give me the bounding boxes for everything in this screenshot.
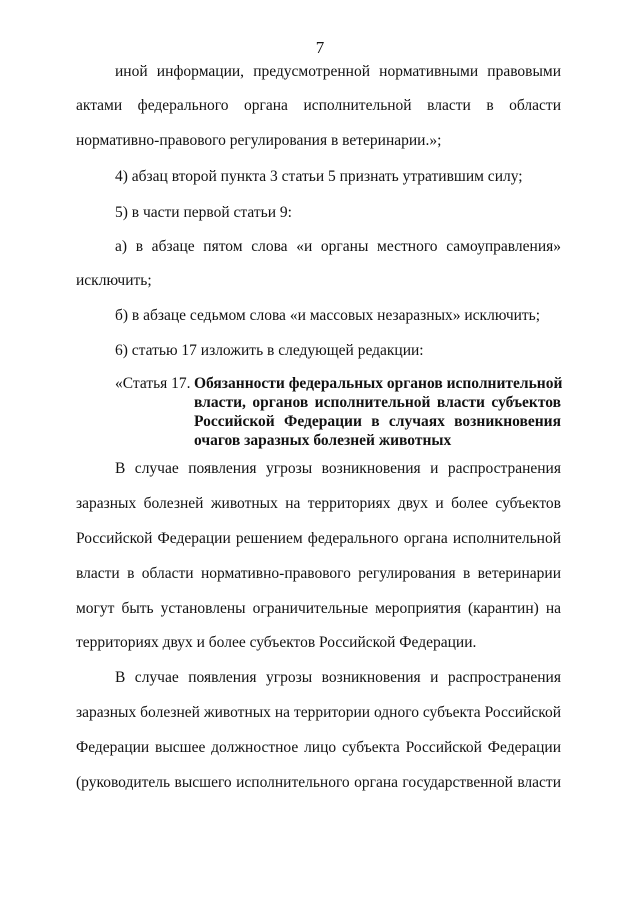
list-item-5: 5) в части первой статьи 9:	[115, 204, 292, 221]
paragraph-line: Федерации высшее должностное лицо субъекта Российской Федерации	[76, 739, 561, 756]
sub-item-b: б) в абзаце седьмом слова «и массовых незаразных» исключить;	[115, 307, 541, 324]
paragraph-line: Российской Федерации решением федерального органа исполнительной	[76, 530, 561, 547]
article-title-line: Обязанности федеральных органов исполнительной	[194, 375, 563, 392]
article-title-line: Российской Федерации в случаях возникновения	[194, 413, 561, 430]
sub-item-a: а) в абзаце пятом слова «и органы местного самоуправления»	[115, 238, 561, 255]
paragraph-line: (руководитель высшего исполнительного органа государственной власти	[76, 774, 561, 791]
article-title-line: очагов заразных болезней животных	[194, 432, 452, 449]
paragraph-line: могут быть установлены ограничительные мероприятия (карантин) на	[76, 600, 561, 617]
paragraph-line: власти в области нормативно-правового регулирования в ветеринарии	[76, 565, 561, 582]
text-line: актами федерального органа исполнительной власти в области	[76, 97, 561, 114]
sub-item-a-cont: исключить;	[76, 272, 152, 289]
text-line: иной информации, предусмотренной нормативными правовыми	[115, 63, 561, 80]
list-item-4: 4) абзац второй пункта 3 статьи 5 признать утратившим силу;	[115, 168, 523, 185]
article-label: «Статья 17.	[115, 375, 191, 392]
article-title	[194, 374, 561, 450]
paragraph-line: территориях двух и более субъектов Российской Федерации.	[76, 634, 477, 651]
paragraph-line: заразных болезней животных на территории одного субъекта Российской	[76, 704, 561, 721]
paragraph-line: В случае появления угрозы возникновения и распространения	[115, 669, 561, 686]
text-line: нормативно-правового регулирования в ветеринарии.»;	[76, 132, 442, 149]
paragraph-line: заразных болезней животных на территориях двух и более субъектов	[76, 495, 561, 512]
article-title-line: власти, органов исполнительной власти субъектов	[194, 394, 561, 411]
list-item-6: 6) статью 17 изложить в следующей редакции:	[115, 342, 424, 359]
page-number: 7	[315, 38, 325, 57]
paragraph-line: В случае появления угрозы возникновения и распространения	[115, 460, 561, 477]
